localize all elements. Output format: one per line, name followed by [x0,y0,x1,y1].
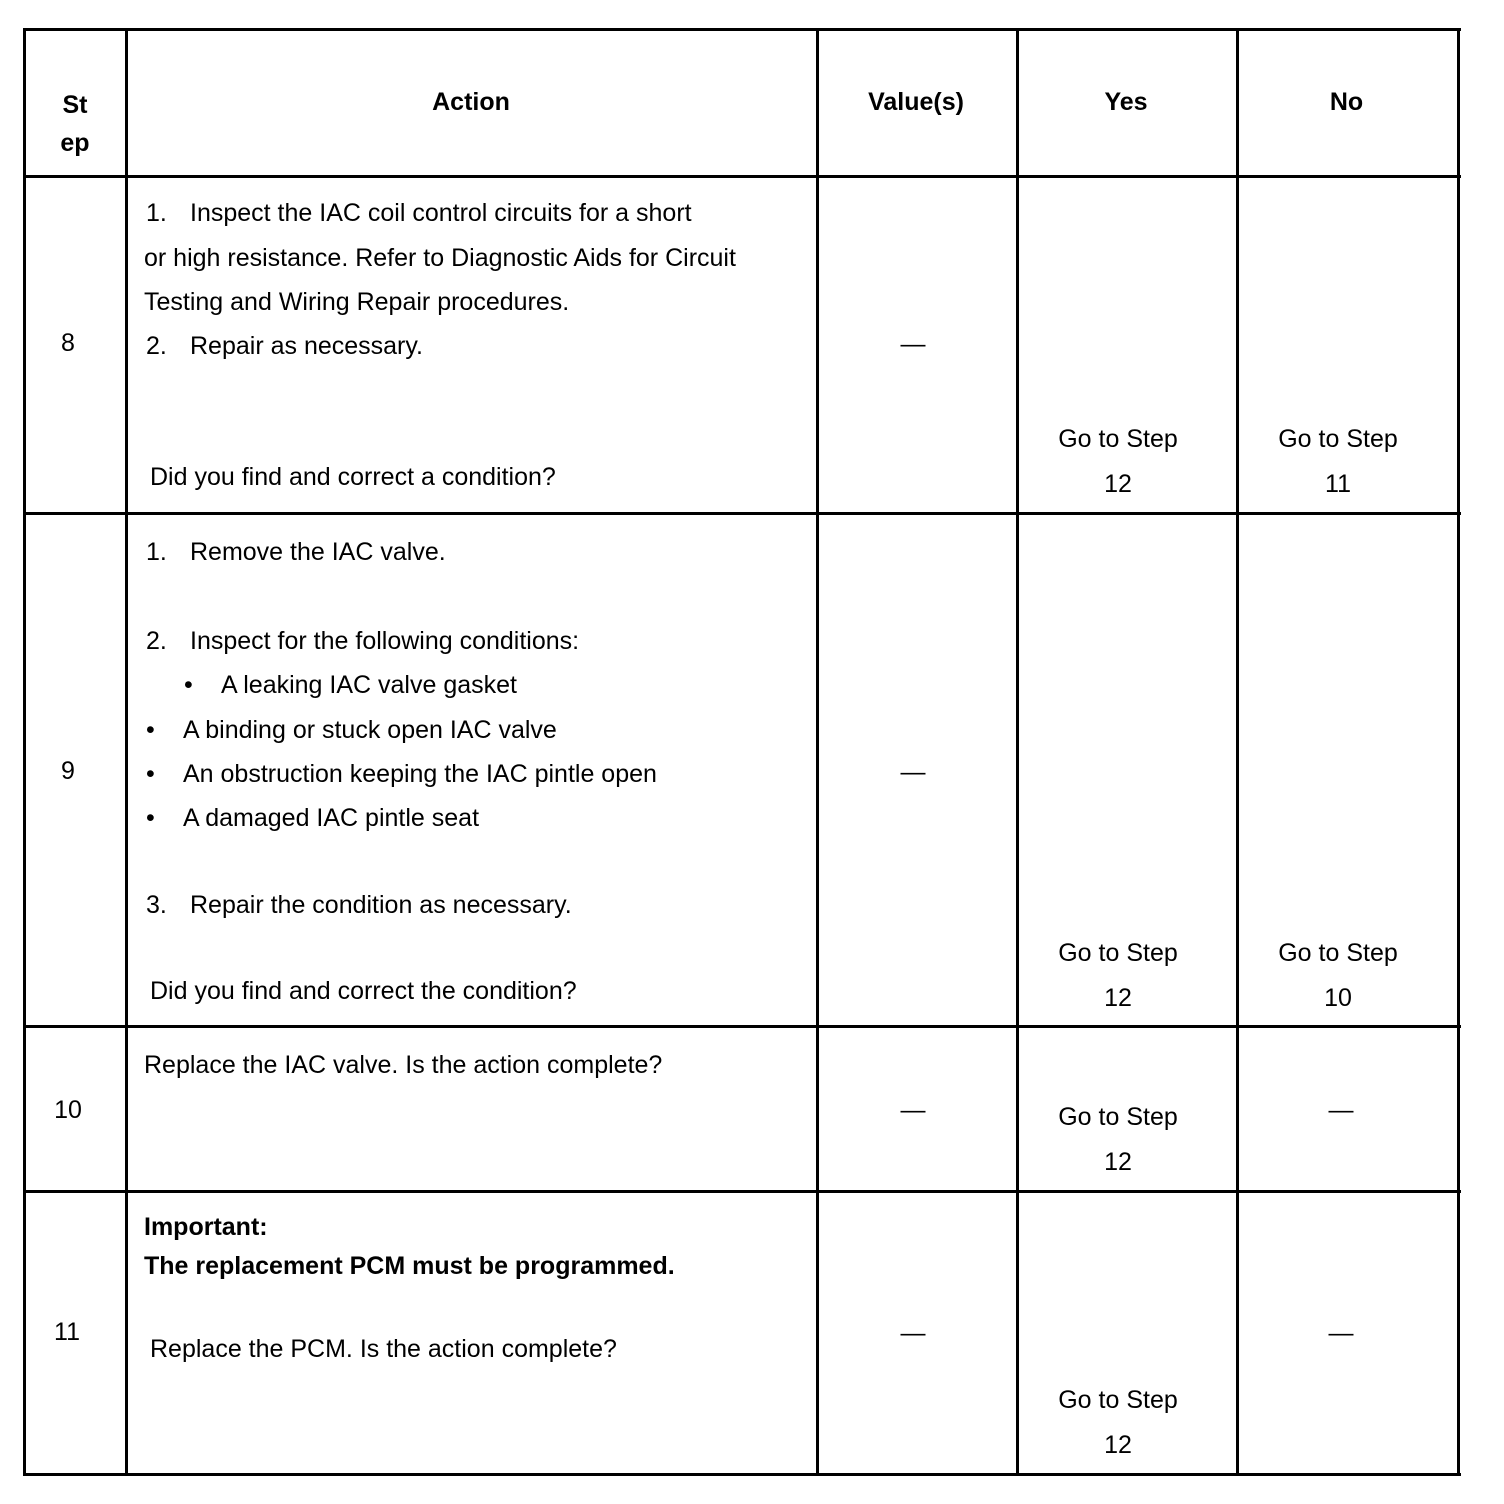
no-go-to-step [1239,931,1437,1021]
action-text: Repair as necessary. [190,332,423,360]
no-cell: — [1328,1319,1354,1347]
no-step-number: 11 [1325,470,1351,498]
bullet-text: An obstruction keeping the IAC pintle open [183,760,657,788]
no-cell: — [1328,1096,1354,1124]
header-step [28,86,122,162]
column-divider [1016,28,1019,1476]
bullet-icon: • [146,760,155,788]
bullet-icon: • [146,716,155,744]
column-divider [816,28,819,1476]
yes-step-number: 12 [1104,1431,1132,1459]
bullet-icon: • [184,671,193,699]
yes-go-to-label: Go to Step [1058,1386,1178,1414]
table-border-left [23,28,26,1476]
action-text: or high resistance. Refer to Diagnostic Aids for Circuit [144,244,736,272]
yes-go-to-label: Go to Step [1058,939,1178,967]
action-item-number: 1. [146,199,167,227]
row-divider [23,1190,1461,1193]
yes-go-to-step [1019,1378,1217,1468]
action-text: Inspect the IAC coil control circuits for a short [190,199,692,227]
action-item-number: 3. [146,891,167,919]
header-action: Action [432,88,510,116]
step-number: 11 [54,1318,80,1346]
bullet-text: A damaged IAC pintle seat [183,804,480,832]
important-note: The replacement PCM must be programmed. [144,1252,675,1280]
yes-step-number: 12 [1104,984,1132,1012]
yes-go-to-label: Go to Step [1058,425,1178,453]
row-divider [23,1025,1461,1028]
header-values: Value(s) [868,88,964,116]
yes-go-to-label: Go to Step [1058,1103,1178,1131]
column-divider [1236,28,1239,1476]
header-step-line1: St [62,91,88,119]
yes-step-number: 12 [1104,470,1132,498]
header-yes: Yes [1104,88,1148,116]
no-go-to-step [1239,417,1437,507]
table-border-bottom [23,1473,1461,1476]
table-border-top [23,28,1461,31]
value-cell: — [900,758,926,786]
action-text: Replace the PCM. Is the action complete? [150,1335,617,1363]
step-number: 10 [54,1096,82,1124]
header-no: No [1329,88,1364,116]
step-number: 9 [61,757,75,785]
no-go-to-label: Go to Step [1278,425,1398,453]
yes-go-to-step [1019,1095,1217,1185]
table-border-right [1457,28,1460,1476]
yes-go-to-step [1019,931,1217,1021]
action-text: Replace the IAC valve. Is the action complete? [144,1051,663,1079]
bullet-icon: • [146,804,155,832]
action-text: Inspect for the following conditions: [190,627,580,655]
column-divider [125,28,128,1476]
no-go-to-label: Go to Step [1278,939,1398,967]
action-text: Testing and Wiring Repair procedures. [144,288,570,316]
value-cell: — [900,1096,926,1124]
value-cell: — [900,1319,926,1347]
action-question: Did you find and correct the condition? [150,977,577,1005]
value-cell: — [900,330,926,358]
yes-go-to-step [1019,417,1217,507]
action-text: Remove the IAC valve. [190,538,446,566]
bullet-text: A binding or stuck open IAC valve [183,716,557,744]
no-step-number: 10 [1324,984,1352,1012]
action-text: Repair the condition as necessary. [190,891,572,919]
header-step-line2: ep [60,129,90,157]
action-question: Did you find and correct a condition? [150,463,556,491]
step-number: 8 [61,329,75,357]
row-divider [23,512,1461,515]
bullet-text: A leaking IAC valve gasket [221,671,517,699]
action-item-number: 1. [146,538,167,566]
yes-step-number: 12 [1104,1148,1132,1176]
action-item-number: 2. [146,332,167,360]
important-label: Important: [144,1213,268,1241]
row-divider [23,175,1461,178]
action-item-number: 2. [146,627,167,655]
